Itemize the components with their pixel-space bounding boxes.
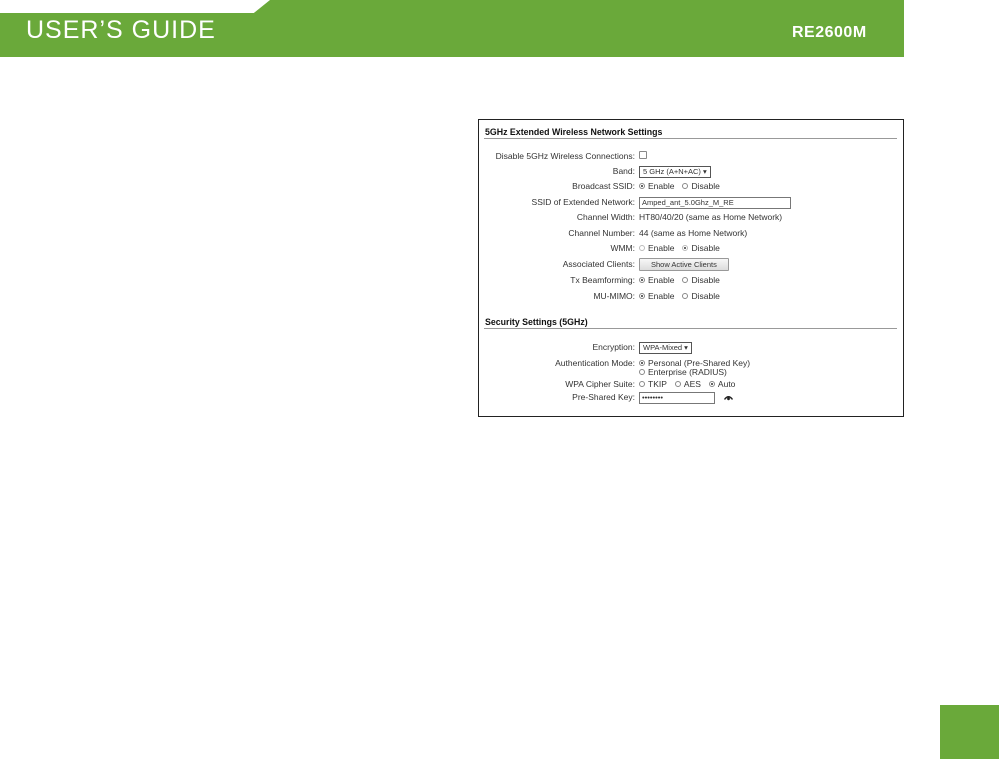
wireless-section-title: 5GHz Extended Wireless Network Settings	[485, 127, 663, 137]
wmm-label: WMM:	[610, 243, 635, 253]
associated-clients-row	[479, 258, 901, 272]
pre-shared-key-input[interactable]: ••••••••	[639, 392, 715, 404]
ssid-row	[479, 197, 901, 209]
ssid-label: SSID of Extended Network:	[531, 197, 635, 207]
band-select-value: 5 GHz (A+N+AC)	[643, 167, 701, 176]
mu-mimo-label: MU-MIMO:	[593, 291, 635, 301]
associated-clients-label: Associated Clients:	[562, 259, 635, 269]
auth-enterprise-label: Enterprise (RADIUS)	[648, 367, 727, 377]
cipher-auto-label: Auto	[717, 379, 736, 389]
channel-number-row	[479, 228, 901, 240]
disable-option-label: Disable	[691, 291, 720, 301]
channel-number-value: 44 (same as Home Network)	[639, 228, 748, 238]
page-number-tab	[940, 705, 999, 759]
broadcast-ssid-row	[479, 181, 901, 193]
wmm-enable-radio[interactable]	[639, 245, 645, 251]
show-active-clients-button[interactable]: Show Active Clients	[639, 258, 729, 271]
tx-beamforming-row	[479, 275, 901, 287]
txbf-enable-radio[interactable]	[639, 277, 645, 283]
enable-option-label: Enable	[648, 291, 675, 301]
auth-personal-radio[interactable]	[639, 360, 645, 366]
broadcast-enable-radio[interactable]	[639, 183, 645, 189]
enable-option-label: Enable	[648, 275, 675, 285]
encryption-select[interactable]	[639, 342, 692, 354]
pre-shared-key-row	[479, 392, 901, 404]
security-section-title: Security Settings (5GHz)	[485, 317, 588, 327]
encryption-row	[479, 342, 901, 354]
channel-width-label: Channel Width:	[576, 212, 635, 222]
channel-width-value: HT80/40/20 (same as Home Network)	[639, 212, 783, 222]
band-label: Band:	[612, 166, 635, 176]
auth-personal-label: Personal (Pre-Shared Key)	[648, 358, 751, 368]
encryption-select-value: WPA-Mixed	[643, 343, 683, 352]
settings-screenshot-panel	[478, 119, 904, 417]
auth-enterprise-radio[interactable]	[639, 369, 645, 375]
header-notch	[0, 0, 270, 13]
band-select[interactable]	[639, 166, 711, 178]
disable-option-label: Disable	[691, 243, 720, 253]
ssid-input[interactable]: Amped_ant_5.0Ghz_M_RE	[639, 197, 791, 209]
wmm-disable-radio[interactable]	[682, 245, 688, 251]
disable-5ghz-label: Disable 5GHz Wireless Connections:	[495, 151, 635, 161]
channel-width-row	[479, 212, 901, 224]
mumimo-disable-radio[interactable]	[682, 293, 688, 299]
pre-shared-key-label: Pre-Shared Key:	[572, 392, 635, 402]
section-divider	[484, 138, 897, 139]
mu-mimo-row	[479, 291, 901, 303]
disable-5ghz-checkbox[interactable]	[639, 151, 647, 159]
broadcast-disable-radio[interactable]	[682, 183, 688, 189]
section-divider	[484, 328, 897, 329]
encryption-label: Encryption:	[592, 342, 635, 352]
wmm-row	[479, 243, 901, 255]
model-name: RE2600M	[792, 24, 867, 41]
disable-5ghz-row	[479, 151, 901, 163]
enable-option-label: Enable	[648, 181, 675, 191]
cipher-tkip-radio[interactable]	[639, 381, 645, 387]
disable-option-label: Disable	[691, 275, 720, 285]
chevron-down-icon: ▾	[684, 343, 688, 352]
disable-option-label: Disable	[691, 181, 720, 191]
cipher-suite-label: WPA Cipher Suite:	[565, 379, 635, 389]
chevron-down-icon: ▾	[703, 167, 707, 176]
cipher-suite-row	[479, 379, 901, 391]
cipher-tkip-label: TKIP	[648, 379, 667, 389]
auth-mode-label: Authentication Mode:	[555, 358, 635, 368]
header-bar	[0, 0, 904, 57]
guide-title: USER’S GUIDE	[26, 16, 216, 44]
auth-enterprise-row	[479, 367, 901, 379]
mumimo-enable-radio[interactable]	[639, 293, 645, 299]
cipher-aes-radio[interactable]	[675, 381, 681, 387]
broadcast-ssid-label: Broadcast SSID:	[572, 181, 635, 191]
band-row	[479, 166, 901, 178]
cipher-auto-radio[interactable]	[709, 381, 715, 387]
txbf-disable-radio[interactable]	[682, 277, 688, 283]
eye-icon[interactable]	[724, 395, 733, 401]
enable-option-label: Enable	[648, 243, 675, 253]
channel-number-label: Channel Number:	[568, 228, 635, 238]
tx-beamforming-label: Tx Beamforming:	[570, 275, 635, 285]
cipher-aes-label: AES	[683, 379, 701, 389]
